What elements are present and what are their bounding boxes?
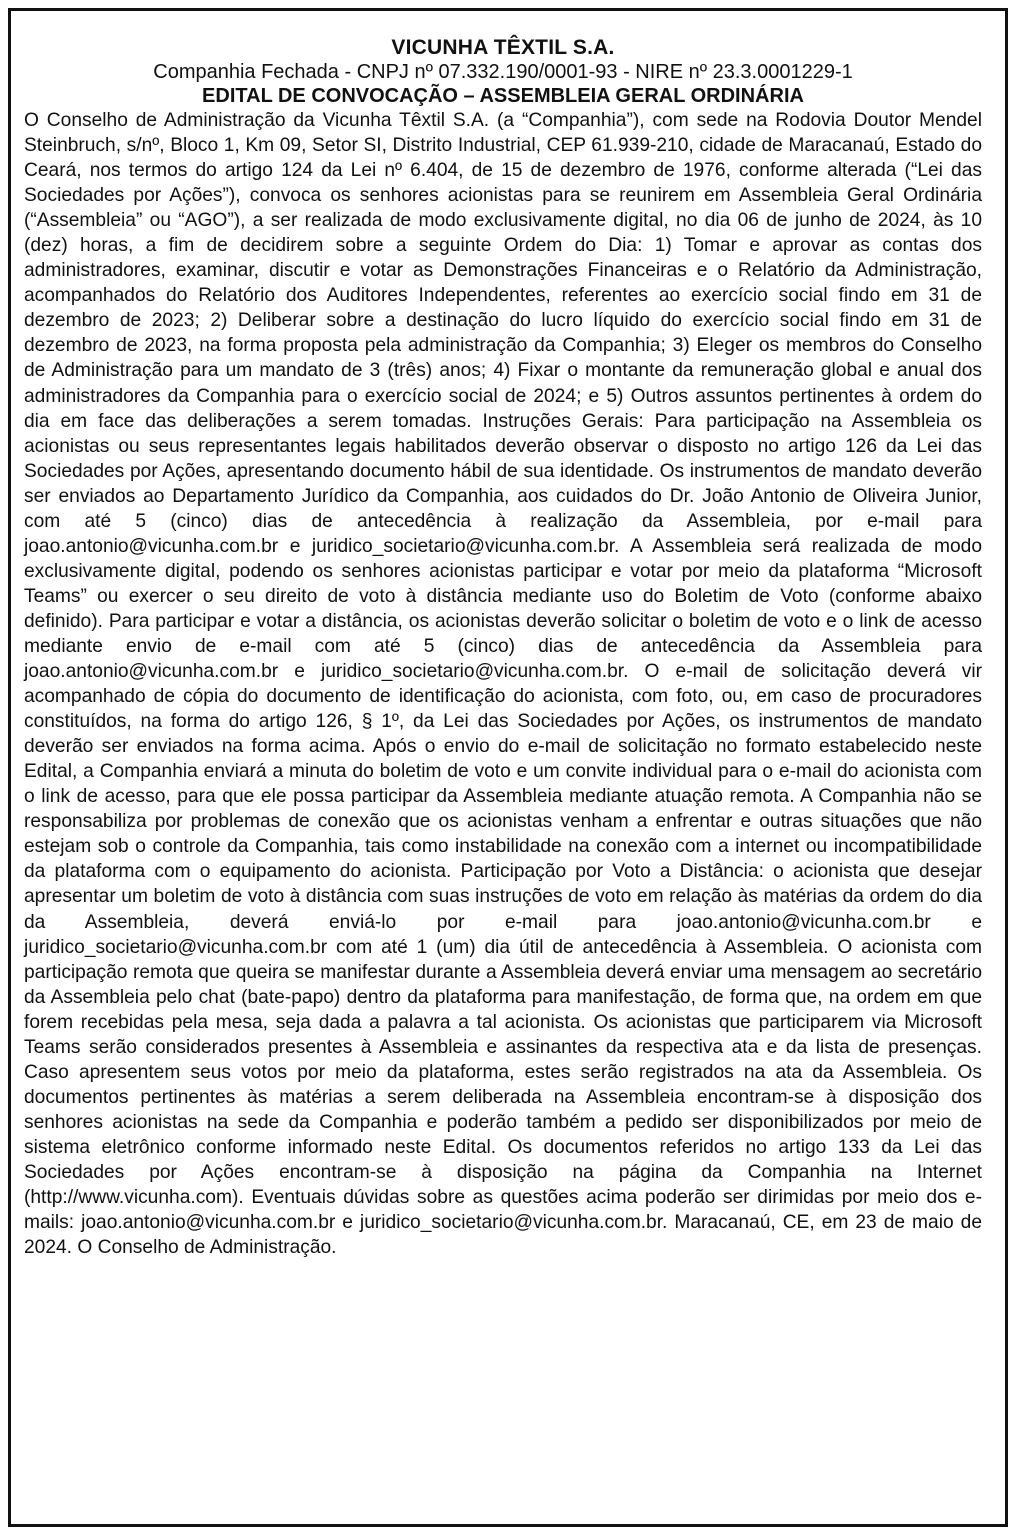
company-name: VICUNHA TÊXTIL S.A. (391, 36, 615, 59)
company-registry: Companhia Fechada - CNPJ nº 07.332.190/0001-93 - NIRE nº 23.3.0001229-1 (153, 61, 853, 83)
notice-content (24, 36, 982, 1260)
notice-title: EDITAL DE CONVOCAÇÃO – ASSEMBLEIA GERAL ORDINÁRIA (202, 85, 804, 107)
notice-body: O Conselho de Administração da Vicunha Têxtil S.A. (a “Companhia”), com sede na Rodovia Doutor Mendel Steinbruch, s/nº, Bloco 1, Km 09, Setor SI, Distrito Industrial, CEP 61.939-210, cidade de Maracanaú, Estado do Ceará, nos termos do artigo 124 da Lei nº 6.404, de 15 de dezembro de 1976, conforme alterada (“Lei das Sociedades por Ações”), convoca os senhores acionistas para se reunirem em Assembleia Geral Ordinária (“Assembleia” ou “AGO”), a ser realizada de modo exclusivamente digital, no dia 06 de junho de 2024, às 10 (dez) horas, a fim de decidirem sobre a seguinte Ordem do Dia: 1) Tomar e aprovar as contas dos administradores, examinar, discutir e votar as Demonstrações Financeiras e o Relatório da Administração, acompanhados do Relatório dos Auditores Independentes, referentes ao exercício social findo em 31 de dezembro de 2023; 2) Deliberar sobre a destinação do lucro líquido do exercício social findo em 31 de dezembro de 2023, na forma proposta pela administração da Companhia; 3) Eleger os membros do Conselho de Administração para um mandato de 3 (três) anos; 4) Fixar o montante da remuneração global e anual dos administradores da Companhia para o exercício social de 2024; e 5) Outros assuntos pertinentes à ordem do dia em face das deliberações a serem tomadas. Instruções Gerais: Para participação na Assembleia os acionistas ou seus representantes legais habilitados deverão observar o disposto no artigo 126 da Lei das Sociedades por Ações, apresentando documento hábil de sua identidade. Os instrumentos de mandato deverão ser enviados ao Departamento Jurídico da Companhia, aos cuidados do Dr. João Antonio de Oliveira Junior, com até 5 (cinco) dias de antecedência à realização da Assembleia, por e-mail para joao.antonio@vicunha.com.br e juridico_societario@vicunha.com.br. A Assembleia será realizada de modo exclusivamente digital, podendo os senhores acionistas participar e votar por meio da plataforma “Microsoft Teams” ou exercer o seu direito de voto à distância mediante uso do Boletim de Voto (conforme abaixo definido). Para participar e votar a distância, os acionistas deverão solicitar o boletim de voto e o link de acesso mediante envio de e-mail com até 5 (cinco) dias de antecedência da Assembleia para joao.antonio@vicunha.com.br e juridico_societario@vicunha.com.br. O e-mail de solicitação deverá vir acompanhado de cópia do documento de identificação do acionista, com foto, ou, em caso de procuradores constituídos, na forma do artigo 126, § 1º, da Lei das Sociedades por Ações, os instrumentos de mandato deverão ser enviados na forma acima. Após o envio do e-mail de solicitação no formato estabelecido neste Edital, a Companhia enviará a minuta do boletim de voto e um convite individual para o e-mail do acionista com o link de acesso, para que ele possa participar da Assembleia mediante atuação remota. A Companhia não se responsabiliza por problemas de conexão que os acionistas venham a enfrentar e outras situações que não estejam sob o controle da Companhia, tais como instabilidade na conexão com a internet ou incompatibilidade da plataforma com o equipamento do acionista. Participação por Voto a Distância: o acionista que desejar apresentar um boletim de voto à distância com suas instruções de voto em relação às matérias da ordem do dia da Assembleia, deverá enviá-lo por e-mail para joao.antonio@vicunha.com.br e juridico_societario@vicunha.com.br com até 1 (um) dia útil de antecedência à Assembleia. O acionista com participação remota que queira se manifestar durante a Assembleia deverá enviar uma mensagem ao secretário da Assembleia pelo chat (bate-papo) dentro da plataforma para manifestação, de forma que, na ordem em que forem recebidas pela mesa, seja dada a palavra a tal acionista. Os acionistas que participarem via Microsoft Teams serão considerados presentes à Assembleia e assinantes da respectiva ata e da lista de presenças. Caso apresentem seus votos por meio da plataforma, estes serão registrados na ata da Assembleia. Os documentos pertinentes às matérias a serem deliberada na Assembleia encontram-se à disposição dos senhores acionistas na sede da Companhia e poderão também a pedido ser disponibilizados por meio de sistema eletrônico conforme informado neste Edital. Os documentos referidos no artigo 133 da Lei das Sociedades por Ações encontram-se à disposição na página da Companhia na Internet (http://www.vicunha.com). Eventuais dúvidas sobre as questões acima poderão ser dirimidas por meio dos e-mails: joao.antonio@vicunha.com.br e juridico_societario@vicunha.com.br. Maracanaú, CE, em 23 de maio de 2024. O Conselho de Administração. (24, 110, 982, 1259)
